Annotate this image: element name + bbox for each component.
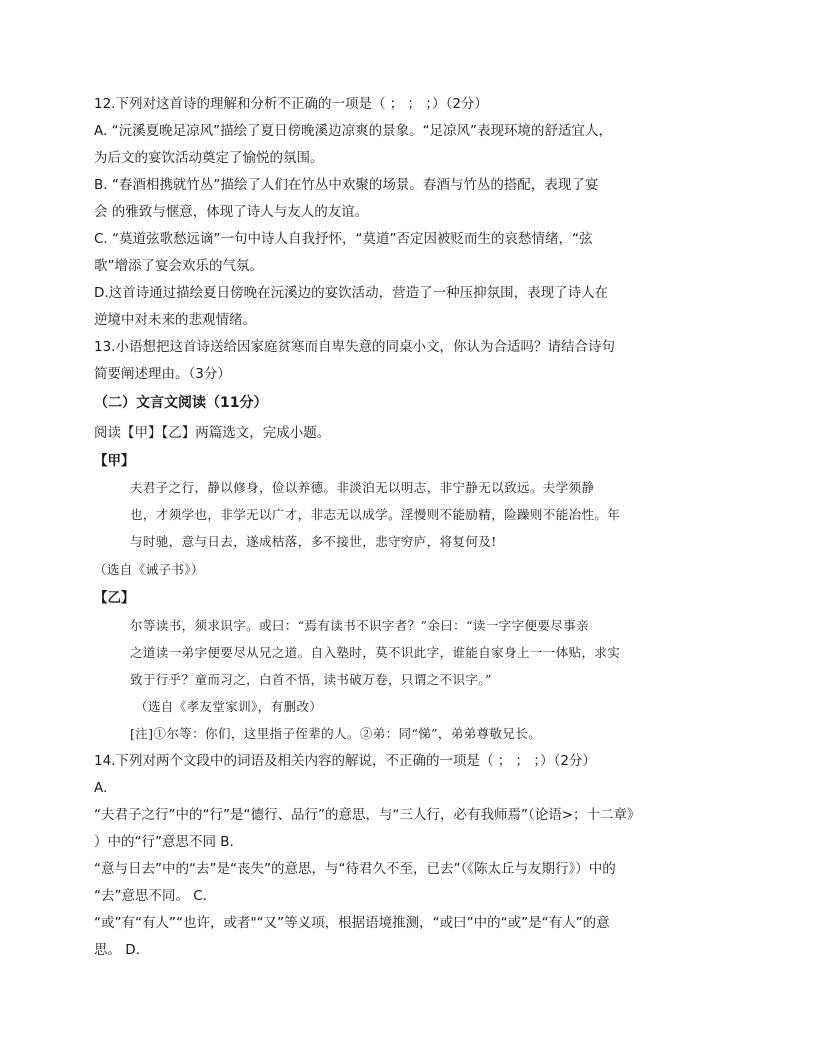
q14-line3: “意与日去”中的“去”是“丧失”的意思，与“待君久不至，已去”（《陈太丘与友期行》）中的: [94, 861, 616, 877]
q12-option-a-line1: A. “沅溪夏晚足凉风”描绘了夏日傍晚溪边凉爽的景象。“足凉风”表现环境的舒适宜人，: [94, 123, 613, 139]
section-intro: 阅读【甲】【乙】两篇选文，完成小题。: [94, 425, 331, 441]
q14-line2: ）中的“行”意思不同 B.: [94, 834, 234, 850]
yi-label: 【乙】: [94, 590, 135, 606]
yi-passage-line1: 尔等读书，须求识字。或曰：“焉有读书不识字者？”余曰：“读一字字便要尽事亲: [130, 618, 589, 633]
q13-line1: 13.小语想把这首诗送给因家庭贫寒而自卑失意的同桌小文，你认为合适吗？请结合诗句: [94, 339, 615, 355]
jia-passage-line3: 与时驰，意与日去，遂成枯落，多不接世，悲守穷庐，将复何及!: [130, 534, 497, 549]
q12-option-a-line2: 为后文的宴饮活动奠定了愉悦的氛围。: [94, 150, 324, 166]
yi-passage-line2: 之道读一弟字便要尽从兄之道。自入塾时，莫不识此字，谁能自家身上一一体贴，求实: [130, 645, 621, 660]
q12-option-b-line1: B. “春酒相携就竹丛”描绘了人们在竹丛中欢聚的场景。春酒与竹丛的搭配，表现了宴: [94, 177, 599, 193]
jia-passage-line2: 也，才须学也，非学无以广才，非志无以成学。淫慢则不能励精，险躁则不能冶性。年: [130, 507, 621, 522]
q13-line2: 简要阐述理由。（3分）: [94, 366, 231, 382]
q14-option-a-label: A.: [94, 780, 108, 796]
jia-label: 【甲】: [94, 453, 135, 469]
q12-option-d-line2: 逆境中对未来的悲观情绪。: [94, 312, 256, 328]
q12-option-c-line1: C. “莫道弦歌愁远谪”一句中诗人自我抒怀，“莫道”否定因被贬而生的哀愁情绪，“弦: [94, 231, 593, 247]
yi-note: [注]①尔等：你们，这里指子侄辈的人。②弟：同“悌”，弟弟尊敬兄长。: [130, 726, 542, 741]
section-heading: （二）文言文阅读（11分）: [94, 395, 268, 411]
q14-line1: “夫君子之行”中的“行”是“德行、品行”的意思，与“三人行，必有我师焉”（论语>；十二章》: [94, 807, 641, 823]
q14-line4: “去”意思不同。 C.: [94, 888, 207, 904]
q12-option-b-line2: 会 的雅致与惬意，体现了诗人与友人的友谊。: [94, 204, 369, 220]
q14-line6: 思。 D.: [94, 942, 140, 958]
q14-line5: “或”有“有人”“也许，或者"“又”等义项，根据语境推测，“或曰”中的“或”是“有人”的意: [94, 915, 610, 931]
q12-option-c-line2: 歌”增添了宴会欢乐的气氛。: [94, 258, 263, 274]
q12-option-d-line1: D.这首诗通过描绘夏日傍晚在沅溪边的宴饮活动，营造了一种压抑氛围，表现了诗人在: [94, 285, 609, 301]
q12-stem: 12.下列对这首诗的理解和分析不正确的一项是（ ； ； ；）（2分）: [94, 96, 488, 112]
yi-passage-line3: 致于行乎？童而习之，白首不悟，读书破万卷，只谓之不识字。”: [130, 672, 492, 687]
jia-source: （选自《诫子书》）: [94, 562, 204, 577]
q14-stem: 14.下列对两个文段中的词语及相关内容的解说，不正确的一项是（ ； ； ；）（2分）: [94, 753, 596, 769]
jia-passage-line1: 夫君子之行，静以修身，俭以养德。非淡泊无以明志，非宁静无以致远。夫学须静: [130, 480, 595, 495]
yi-source: （选自《孝友堂家训》，有删改）: [135, 699, 323, 714]
